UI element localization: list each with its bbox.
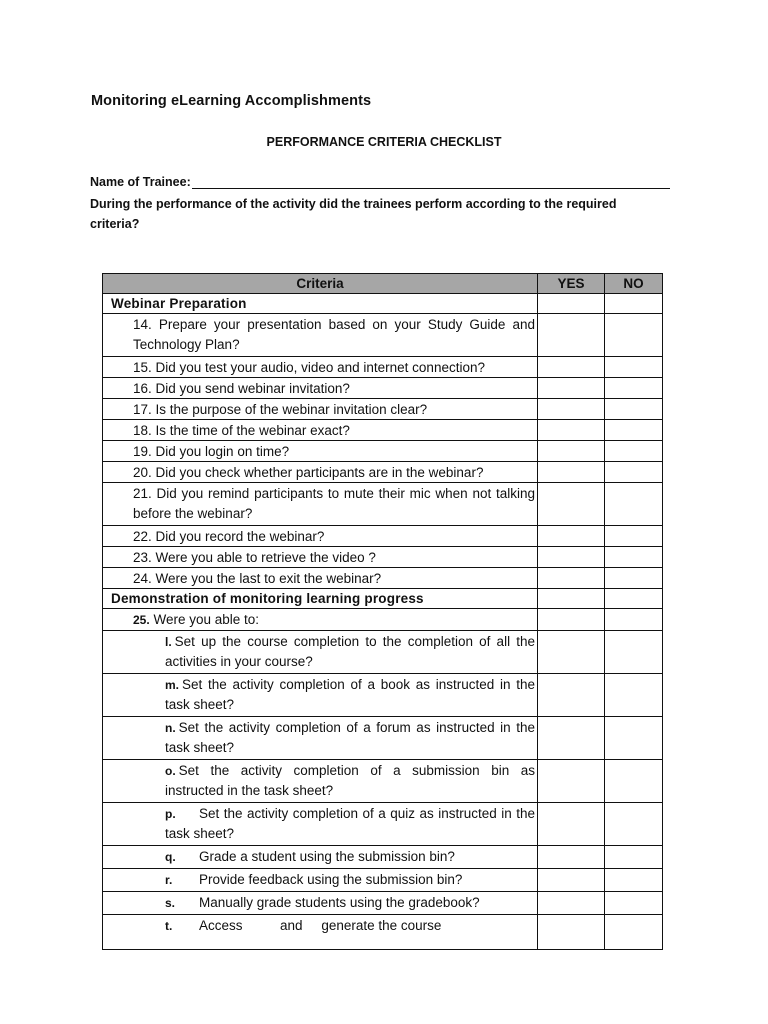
table-row <box>103 568 663 589</box>
no-checkbox-cell[interactable] <box>605 314 663 357</box>
table-row <box>103 674 663 717</box>
criteria-item: 18. Is the time of the webinar exact? <box>103 420 538 441</box>
yes-checkbox-cell[interactable] <box>538 378 605 399</box>
yes-checkbox-cell[interactable] <box>538 846 605 869</box>
table-row <box>103 526 663 547</box>
criteria-item: 20. Did you check whether participants are in the webinar? <box>103 462 538 483</box>
subitem-letter: p. <box>165 807 176 821</box>
table-row <box>103 892 663 915</box>
no-checkbox-cell[interactable] <box>605 526 663 547</box>
criteria-column-header: Criteria <box>103 274 538 294</box>
no-checkbox-cell[interactable] <box>605 631 663 674</box>
yes-checkbox-cell[interactable] <box>538 483 605 526</box>
yes-checkbox-cell[interactable] <box>538 892 605 915</box>
subitem-letter: t. <box>165 919 173 933</box>
yes-checkbox-cell[interactable] <box>538 441 605 462</box>
yes-checkbox-cell[interactable] <box>538 589 605 609</box>
subitem-text: Provide feedback using the submission bin? <box>199 872 463 887</box>
criteria-checklist-table <box>102 273 663 950</box>
yes-checkbox-cell[interactable] <box>538 462 605 483</box>
yes-checkbox-cell[interactable] <box>538 547 605 568</box>
no-checkbox-cell[interactable] <box>605 760 663 803</box>
subitem-letter: n. <box>165 721 176 735</box>
criteria-item: 17. Is the purpose of the webinar invitation clear? <box>103 399 538 420</box>
yes-checkbox-cell[interactable] <box>538 674 605 717</box>
criteria-item: 15. Did you test your audio, video and internet connection? <box>103 357 538 378</box>
section-title: Demonstration of monitoring learning progress <box>103 589 538 609</box>
no-checkbox-cell[interactable] <box>605 399 663 420</box>
no-checkbox-cell[interactable] <box>605 441 663 462</box>
no-checkbox-cell[interactable] <box>605 846 663 869</box>
table-row <box>103 915 663 950</box>
subitem-text-part: Access <box>199 918 243 933</box>
no-checkbox-cell[interactable] <box>605 609 663 631</box>
table-row <box>103 760 663 803</box>
table-row <box>103 357 663 378</box>
trainee-name-label: Name of Trainee: <box>90 175 191 189</box>
yes-checkbox-cell[interactable] <box>538 631 605 674</box>
yes-checkbox-cell[interactable] <box>538 399 605 420</box>
no-column-header: NO <box>605 274 663 294</box>
table-row <box>103 462 663 483</box>
table-row <box>103 378 663 399</box>
no-checkbox-cell[interactable] <box>605 294 663 314</box>
section-title: Webinar Preparation <box>103 294 538 314</box>
criteria-item: 24. Were you the last to exit the webinar? <box>103 568 538 589</box>
checklist-heading: PERFORMANCE CRITERIA CHECKLIST <box>266 135 502 149</box>
subitem-text: Set the activity completion of a book as instructed in the task sheet? <box>165 677 535 712</box>
subitem-text: Grade a student using the submission bin? <box>199 849 455 864</box>
criteria-subitem <box>103 803 538 846</box>
criteria-item: 21. Did you remind participants to mute their mic when not talking before the webinar? <box>103 483 538 526</box>
criteria-item: 19. Did you login on time? <box>103 441 538 462</box>
subitem-text-part: and <box>280 918 303 933</box>
yes-checkbox-cell[interactable] <box>538 420 605 441</box>
yes-checkbox-cell[interactable] <box>538 314 605 357</box>
section-row-monitoring-progress <box>103 589 663 609</box>
yes-checkbox-cell[interactable] <box>538 357 605 378</box>
no-checkbox-cell[interactable] <box>605 915 663 950</box>
table-row <box>103 803 663 846</box>
yes-checkbox-cell[interactable] <box>538 609 605 631</box>
yes-checkbox-cell[interactable] <box>538 760 605 803</box>
no-checkbox-cell[interactable] <box>605 568 663 589</box>
criteria-subitem <box>103 631 538 674</box>
subitem-letter: o. <box>165 764 176 778</box>
no-checkbox-cell[interactable] <box>605 462 663 483</box>
criteria-item: 23. Were you able to retrieve the video ? <box>103 547 538 568</box>
no-checkbox-cell[interactable] <box>605 717 663 760</box>
subitem-text: Set up the course completion to the completion of all the activities in your course? <box>165 634 535 669</box>
no-checkbox-cell[interactable] <box>605 378 663 399</box>
table-row <box>103 420 663 441</box>
yes-checkbox-cell[interactable] <box>538 803 605 846</box>
no-checkbox-cell[interactable] <box>605 589 663 609</box>
no-checkbox-cell[interactable] <box>605 483 663 526</box>
no-checkbox-cell[interactable] <box>605 357 663 378</box>
table-row <box>103 631 663 674</box>
section-row-webinar-preparation <box>103 294 663 314</box>
subitem-letter: r. <box>165 873 173 887</box>
table-row <box>103 314 663 357</box>
no-checkbox-cell[interactable] <box>605 869 663 892</box>
table-row <box>103 547 663 568</box>
table-row <box>103 846 663 869</box>
yes-column-header: YES <box>538 274 605 294</box>
criteria-subitem <box>103 892 538 915</box>
criteria-subitem <box>103 915 538 950</box>
table-row <box>103 869 663 892</box>
subitem-text: Manually grade students using the gradebook? <box>199 895 480 910</box>
no-checkbox-cell[interactable] <box>605 420 663 441</box>
intro-question: During the performance of the activity did the trainees perform according to the required criteria? <box>90 197 617 231</box>
no-checkbox-cell[interactable] <box>605 674 663 717</box>
criteria-subitem <box>103 846 538 869</box>
table-row <box>103 717 663 760</box>
no-checkbox-cell[interactable] <box>605 547 663 568</box>
no-checkbox-cell[interactable] <box>605 803 663 846</box>
table-row <box>103 483 663 526</box>
criteria-subitem <box>103 674 538 717</box>
page-title: Monitoring eLearning Accomplishments <box>91 93 372 109</box>
subitem-text: Set the activity completion of a submission bin as instructed in the task sheet? <box>165 763 535 798</box>
criteria-item: 22. Did you record the webinar? <box>103 526 538 547</box>
item-lead-text: Were you able to: <box>153 612 260 627</box>
subitem-letter: q. <box>165 850 176 864</box>
subitem-text-part: generate the course <box>321 918 442 933</box>
yes-checkbox-cell[interactable] <box>538 717 605 760</box>
yes-checkbox-cell[interactable] <box>538 294 605 314</box>
yes-checkbox-cell[interactable] <box>538 568 605 589</box>
criteria-item: 16. Did you send webinar invitation? <box>103 378 538 399</box>
subitem-letter: l. <box>165 635 172 649</box>
yes-checkbox-cell[interactable] <box>538 526 605 547</box>
table-row <box>103 399 663 420</box>
criteria-item-lead <box>103 609 538 631</box>
criteria-item: 14. Prepare your presentation based on your Study Guide and Technology Plan? <box>103 314 538 357</box>
criteria-subitem <box>103 760 538 803</box>
table-row <box>103 609 663 631</box>
table-header-row <box>103 274 663 294</box>
item-number: 25. <box>133 613 150 627</box>
trainee-name-field <box>90 175 670 189</box>
subitem-letter: m. <box>165 678 180 692</box>
table-row <box>103 441 663 462</box>
subitem-letter: s. <box>165 896 176 910</box>
yes-checkbox-cell[interactable] <box>538 915 605 950</box>
no-checkbox-cell[interactable] <box>605 892 663 915</box>
trainee-name-blank-line <box>192 175 670 189</box>
subitem-text: Set the activity completion of a quiz as instructed in the task sheet? <box>165 806 535 841</box>
criteria-subitem <box>103 869 538 892</box>
subitem-text: Set the activity completion of a forum as instructed in the task sheet? <box>165 720 535 755</box>
yes-checkbox-cell[interactable] <box>538 869 605 892</box>
criteria-subitem <box>103 717 538 760</box>
